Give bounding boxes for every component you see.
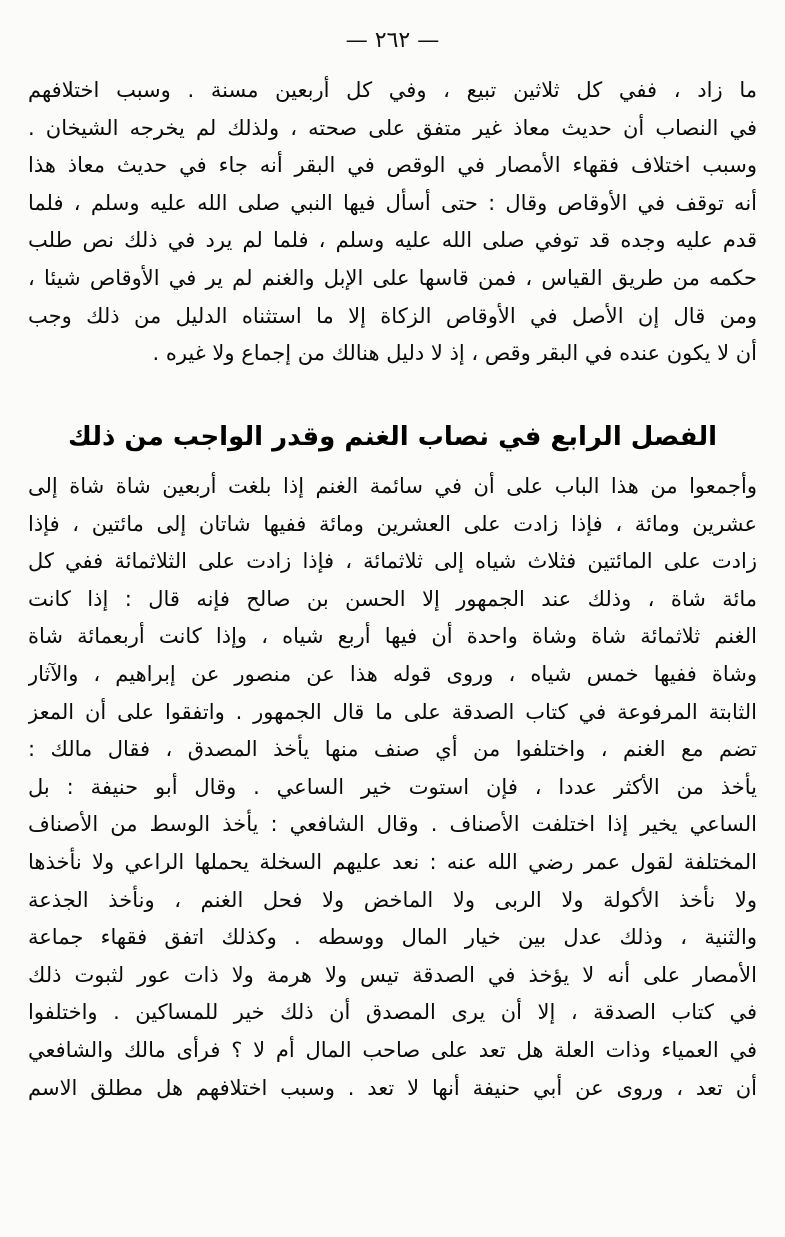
text-line: أن لا يكون عنده في البقر وقص ، إذ لا دليل هنالك من إجماع ولا غيره . xyxy=(152,341,757,366)
text-line: أنه توقف في الأوقاص وقال : حتى أسأل فيها النبي صلى الله عليه وسلم ، فلما xyxy=(28,190,757,215)
text-line: ما زاد ، ففي كل ثلاثين تبيع ، وفي كل أربعين مسنة . وسبب اختلافهم xyxy=(28,78,757,102)
text-line: الأمصار على أنه لا يؤخذ في الصدقة تيس ولا هرمة ولا ذات عور لثبوت ذلك xyxy=(28,962,757,987)
page-number: — ٢٦٢ — xyxy=(345,28,440,53)
text-line: الثابتة المرفوعة في كتاب الصدقة على ما قال الجمهور . واتفقوا على أن المعز xyxy=(28,699,757,724)
text-line: المختلفة لقول عمر رضي الله عنه : نعد عليهم السخلة يحملها الراعي ولا نأخذها xyxy=(28,849,757,874)
text-line: وأجمعوا من هذا الباب على أن في سائمة الغنم إذا بلغت أربعين شاة شاة إلى xyxy=(28,474,757,498)
text-line: ومن قال إن الأصل في الأوقاص الزكاة إلا ما استثناه الدليل من ذلك وجب xyxy=(28,303,757,328)
text-line: في كتاب الصدقة ، إلا أن يرى المصدق أن ذلك خير للمساكين . واختلفوا xyxy=(28,1000,757,1025)
text-line: والثنية ، وذلك عدل بين خيار المال ووسطه . وكذلك اتفق فقهاء جماعة xyxy=(28,925,757,950)
text-line: يأخذ من الأكثر عددا ، فإن استوت خير الساعي . وقال أبو حنيفة : بل xyxy=(28,774,757,799)
text-line: زادت على المائتين فثلاث شياه إلى ثلاثمائة ، فإذا زادت على الثلاثمائة ففي كل xyxy=(28,549,757,574)
text-line: في العمياء وذات العلة هل تعد على صاحب المال أم لا ؟ فرأى مالك والشافعي xyxy=(28,1037,757,1062)
text-line: الغنم ثلاثمائة شاة وشاة واحدة أن فيها أربع شياه ، وإذا كانت أربعمائة شاة xyxy=(28,624,757,649)
text-line: في النصاب أن حديث معاذ غير متفق على صحته ، ولذلك لم يخرجه الشيخان . xyxy=(28,115,757,140)
text-line: قدم عليه وجده قد توفي صلى الله عليه وسلم ، فلما لم يرد في ذلك نص طلب xyxy=(28,228,757,253)
text-line: تضم مع الغنم ، واختلفوا من أي صنف منها يأخذ المصدق ، فقال مالك : xyxy=(28,737,757,762)
text-line: حكمه من طريق القياس ، فمن قاسها على الإبل والغنم لم ير في الأوقاص شيئا ، xyxy=(28,265,757,290)
text-line: أن تعد ، وروى عن أبي حنيفة أنها لا تعد . وسبب اختلافهم هل مطلق الاسم xyxy=(28,1075,757,1100)
text-line: عشرين ومائة ، فإذا زادت على العشرين ومائة ففيها شاتان إلى مائتين ، فإذا xyxy=(28,511,757,536)
text-line: وشاة ففيها خمس شياه ، وروى قوله هذا عن منصور عن إبراهيم ، والآثار xyxy=(28,661,757,686)
section-heading: الفصل الرابع في نصاب الغنم وقدر الواجب من ذلك xyxy=(68,422,717,452)
text-line: الساعي يخير إذا اختلفت الأصناف . وقال الشافعي : يأخذ الوسط من الأصناف xyxy=(28,812,757,837)
text-line: وسبب اختلاف فقهاء الأمصار في الوقص في البقر أنه جاء في حديث معاذ هذا xyxy=(28,153,757,178)
paragraph-bovine-waqs xyxy=(28,72,757,373)
paragraph-sheep-nisab xyxy=(28,468,757,1107)
text-line: ولا نأخذ الأكولة ولا الربى ولا الماخض ولا فحل الغنم ، ونأخذ الجذعة xyxy=(28,887,757,912)
text-line: مائة شاة ، وذلك عند الجمهور إلا الحسن بن صالح فإنه قال : إذا كانت xyxy=(28,586,757,611)
